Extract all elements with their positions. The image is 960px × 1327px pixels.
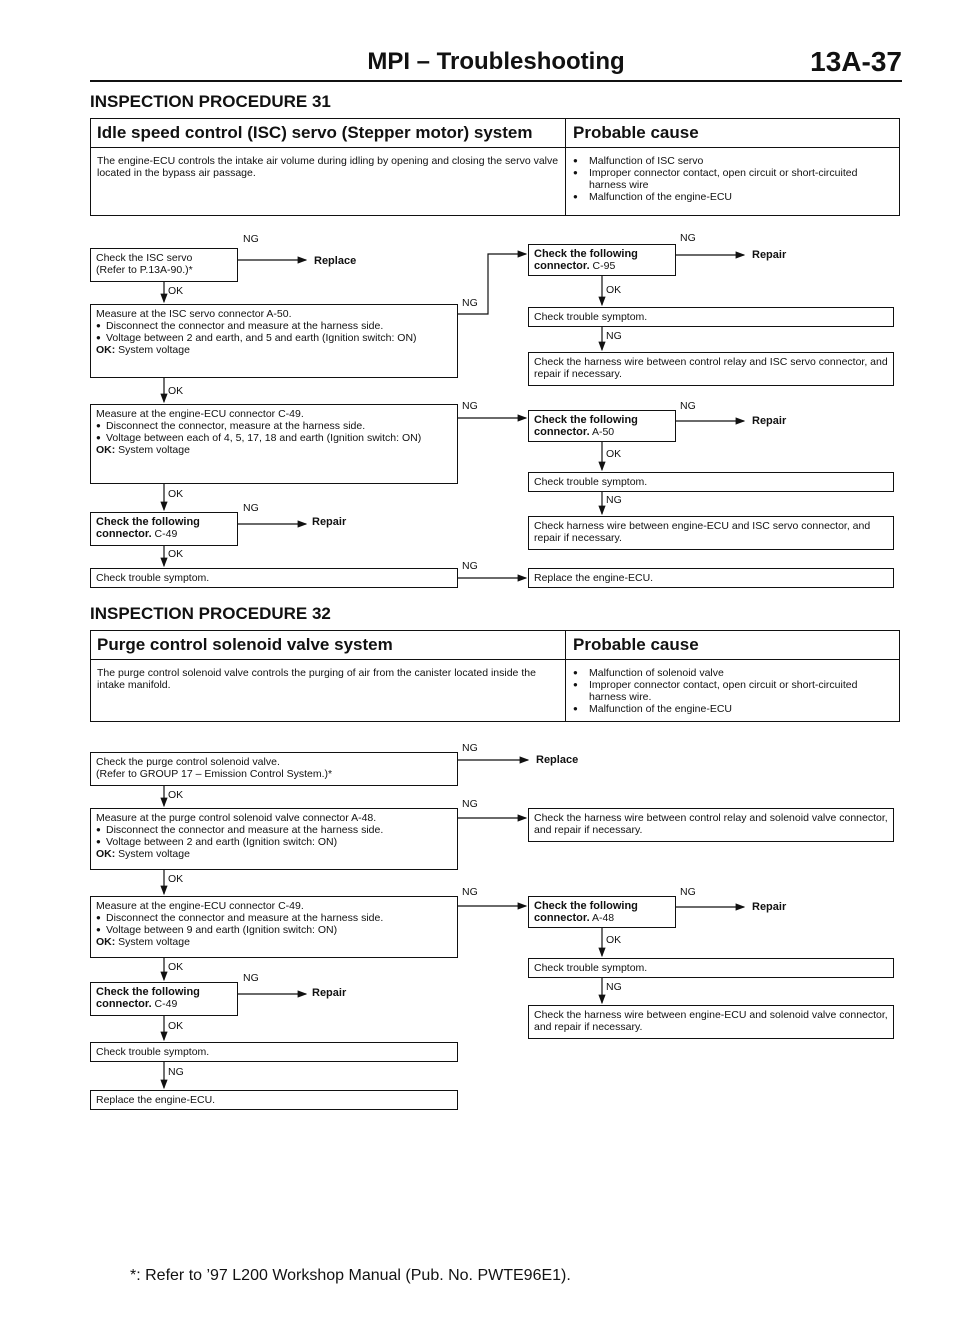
box-bullet: ● Disconnect the connector and measure at the harness side.	[96, 912, 452, 924]
ok-label: OK	[168, 488, 184, 500]
ng-label: NG	[243, 502, 259, 514]
box-text: Replace the engine-ECU.	[534, 572, 654, 584]
action-replace: Replace	[314, 255, 357, 267]
ok-label: OK:	[96, 936, 116, 948]
connector-id: C-95	[592, 260, 616, 272]
cause-item: ● Malfunction of the engine-ECU	[569, 191, 891, 203]
box-bullet: ● Disconnect the connector and measure at the harness side.	[96, 320, 452, 332]
ok-label: OK:	[96, 848, 116, 860]
box-text: Check harness wire between engine-ECU and ISC servo connector, and repair if necessary.	[534, 520, 871, 544]
footnote: *: Refer to ’97 L200 Workshop Manual (Pub. No. PWTE96E1).	[130, 1267, 571, 1284]
box-text: (Refer to P.13A-90.)*	[96, 264, 193, 276]
box-text: Check the harness wire between control relay and ISC servo connector, and repair if necessary.	[534, 356, 888, 380]
proc32-heading: INSPECTION PROCEDURE 32	[90, 604, 331, 623]
box-text: Check the purge control solenoid valve.	[96, 756, 280, 768]
box-text: Check trouble symptom.	[534, 962, 648, 974]
ok-label: OK	[168, 385, 184, 397]
box-text: Measure at the ISC servo connector A-50.	[96, 308, 292, 320]
ok-label: OK	[168, 789, 184, 801]
action-replace: Replace	[536, 754, 579, 766]
box-text: Check the following connector.	[96, 986, 200, 1010]
proc31-description: The engine-ECU controls the intake air volume during idling by opening and closing the servo valve located in the bypass air passage.	[97, 155, 559, 179]
proc31-system-title: Idle speed control (ISC) servo (Stepper motor) system	[97, 123, 533, 142]
ng-label: NG	[606, 981, 622, 993]
ng-label: NG	[606, 330, 622, 342]
ng-label: NG	[243, 972, 259, 984]
ok-label: OK:	[96, 444, 116, 456]
box-text: Measure at the engine-ECU connector C-49.	[96, 900, 304, 912]
ng-label: NG	[462, 798, 478, 810]
ng-label: NG	[168, 1066, 184, 1078]
cause-item: ● Malfunction of solenoid valve	[569, 667, 891, 679]
action-repair: Repair	[752, 901, 787, 913]
box-bullet: ● Disconnect the connector and measure at the harness side.	[96, 824, 452, 836]
cause-item: ● Malfunction of the engine-ECU	[569, 703, 891, 715]
page-number: 13A-37	[810, 46, 902, 77]
box-text: Replace the engine-ECU.	[96, 1094, 216, 1106]
proc31-cause-title: Probable cause	[573, 123, 699, 142]
connector-id: A-50	[591, 426, 615, 438]
ng-label: NG	[462, 886, 478, 898]
box-text: Check trouble symptom.	[96, 572, 210, 584]
box-text: Check the following connector.	[534, 900, 638, 924]
ok-value: System voltage	[118, 344, 190, 356]
proc32-cause-title: Probable cause	[573, 635, 699, 654]
page-title: MPI – Troubleshooting	[367, 48, 625, 75]
box-text: Check trouble symptom.	[534, 476, 648, 488]
ok-label: OK	[168, 873, 184, 885]
action-repair: Repair	[312, 516, 347, 528]
ok-label: OK	[606, 934, 622, 946]
proc32-description: The purge control solenoid valve controls the purging of air from the canister located inside the intake manifold.	[97, 667, 536, 691]
connector-id: A-48	[591, 912, 615, 924]
proc32-system-title: Purge control solenoid valve system	[97, 635, 393, 654]
box-text: Check the harness wire between control relay and solenoid valve connector, and repair if necessary.	[534, 812, 888, 836]
box-text: Check the ISC servo	[96, 252, 193, 264]
ok-label: OK	[168, 1020, 184, 1032]
ok-label: OK	[168, 961, 184, 973]
ok-value: System voltage	[118, 848, 190, 860]
action-repair: Repair	[752, 249, 787, 261]
ok-value: System voltage	[118, 444, 190, 456]
box-text: Measure at the purge control solenoid valve connector A-48.	[96, 812, 377, 824]
ok-label: OK	[606, 448, 622, 460]
ok-label: OK	[606, 284, 622, 296]
connector-id: C-49	[154, 528, 178, 540]
action-repair: Repair	[752, 415, 787, 427]
ok-label: OK	[168, 285, 184, 297]
box-text: Measure at the engine-ECU connector C-49.	[96, 408, 304, 420]
proc31-heading: INSPECTION PROCEDURE 31	[90, 92, 331, 111]
cause-item: ● Improper connector contact, open circuit or short-circuited harness wire	[569, 167, 891, 191]
ok-label: OK:	[96, 344, 116, 356]
action-repair: Repair	[312, 987, 347, 999]
box-bullet: ● Disconnect the connector, measure at the harness side.	[96, 420, 452, 432]
box-text: Check trouble symptom.	[96, 1046, 210, 1058]
ng-label: NG	[462, 560, 478, 572]
box-bullet: ● Voltage between each of 4, 5, 17, 18 and earth (Ignition switch: ON)	[96, 432, 452, 444]
cause-item: ● Improper connector contact, open circuit or short-circuited harness wire.	[569, 679, 891, 703]
ng-label: NG	[680, 232, 696, 244]
box-bullet: ● Voltage between 2 and earth, and 5 and earth (Ignition switch: ON)	[96, 332, 452, 344]
ng-label: NG	[462, 742, 478, 754]
ng-label: NG	[680, 400, 696, 412]
ok-label: OK	[168, 548, 184, 560]
ng-label: NG	[606, 494, 622, 506]
ng-label: NG	[243, 233, 259, 245]
box-text: Check the harness wire between engine-ECU and solenoid valve connector, and repair if necessary.	[534, 1009, 888, 1033]
box-bullet: ● Voltage between 9 and earth (Ignition switch: ON)	[96, 924, 452, 936]
box-text: Check the following connector.	[96, 516, 200, 540]
box-text: Check the following connector.	[534, 414, 638, 438]
ng-label: NG	[462, 297, 478, 309]
connector-id: C-49	[154, 998, 178, 1010]
box-text: (Refer to GROUP 17 – Emission Control System.)*	[96, 768, 333, 780]
cause-item: ● Malfunction of ISC servo	[569, 155, 891, 167]
box-text: Check the following connector.	[534, 248, 638, 272]
box-text: Check trouble symptom.	[534, 311, 648, 323]
box-bullet: ● Voltage between 2 and earth (Ignition switch: ON)	[96, 836, 452, 848]
ng-label: NG	[462, 400, 478, 412]
ng-label: NG	[680, 886, 696, 898]
ok-value: System voltage	[118, 936, 190, 948]
